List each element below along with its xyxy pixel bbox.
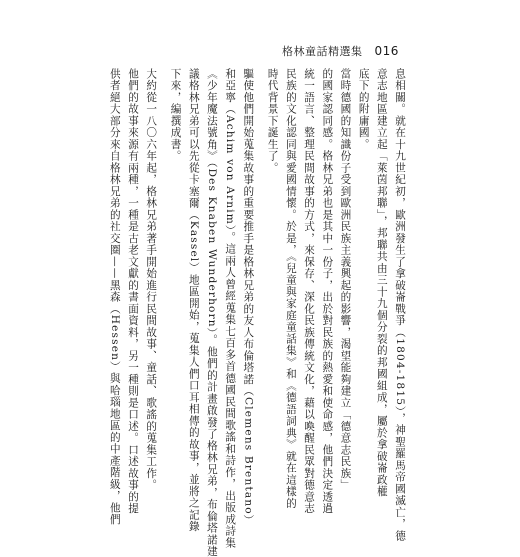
body-text (108, 68, 406, 557)
text-column: 統一語言、整理民間故事的方式，來保存、深化民族傳統文化，藉以喚醒民眾對德意志 (303, 68, 316, 515)
running-header (282, 43, 399, 59)
text-column: 《少年魔法號角》（Des Knaben Wunderhorn）。他們的計畫啟發了格林兄弟，布倫塔諾建 (205, 68, 218, 557)
text-column: 議格林兄弟可以先從卡塞爾（Kassel）地區開始，蒐集人們口耳相傳的故事，並將之記錄 (187, 68, 200, 533)
text-column: 的國家認同感。格林兄弟也是其中一份子，出於對民族的熱愛和使命感，他們決定透過 (321, 68, 334, 515)
text-column: 驅使他們開始蒐集故事的重要推手是格林兄弟的友人布倫塔諾（Clemens Brentano） (242, 68, 255, 527)
text-column: 他們的故事來源有兩種，一種是古老文獻的書面資料，另一種則是口述。口述故事的提 (127, 68, 139, 515)
text-column: 時代背景下誕生了。 (266, 68, 279, 174)
text-column: 底下的附庸國。 (357, 68, 370, 151)
text-column: 民族的文化認同與愛國情懷。於是，《兒童與家庭童話集》和《德語詞典》就在這樣的 (284, 68, 297, 510)
text-column: 供者絕大部分來自格林兄弟的社交圈——黑森（Hessen）與哈瑙地區的中產階級，他們 (108, 68, 121, 526)
text-column: 下來，編撰成書。 (169, 68, 182, 162)
text-column: 大約從一八〇六年起，格林兄弟著手開始進行民間故事、童話、歌謠的蒐集工作。 (145, 68, 158, 491)
page-number: 016 (374, 44, 399, 58)
text-column: 意志地區建立起「萊茵邦聯」，邦聯共由三十九個分裂的邦國組成，屬於拿破崙政權 (375, 68, 388, 498)
text-column: 當時德國的知識份子受到歐洲民族主義興起的影響，渴望能夠建立「德意志民族」 (339, 68, 352, 491)
text-column: 和亞寧（Achim von Arnim）。這兩人曾經蒐集七百多首德國民間歌謠和詩作，出版成詩集 (224, 68, 237, 549)
book-title: 格林童話精選集 (282, 45, 363, 58)
text-column: 息相關。就在十九世紀初，歐洲發生了拿破崙戰爭（1804-1815），神聖羅馬帝國滅亡，德 (394, 68, 406, 542)
